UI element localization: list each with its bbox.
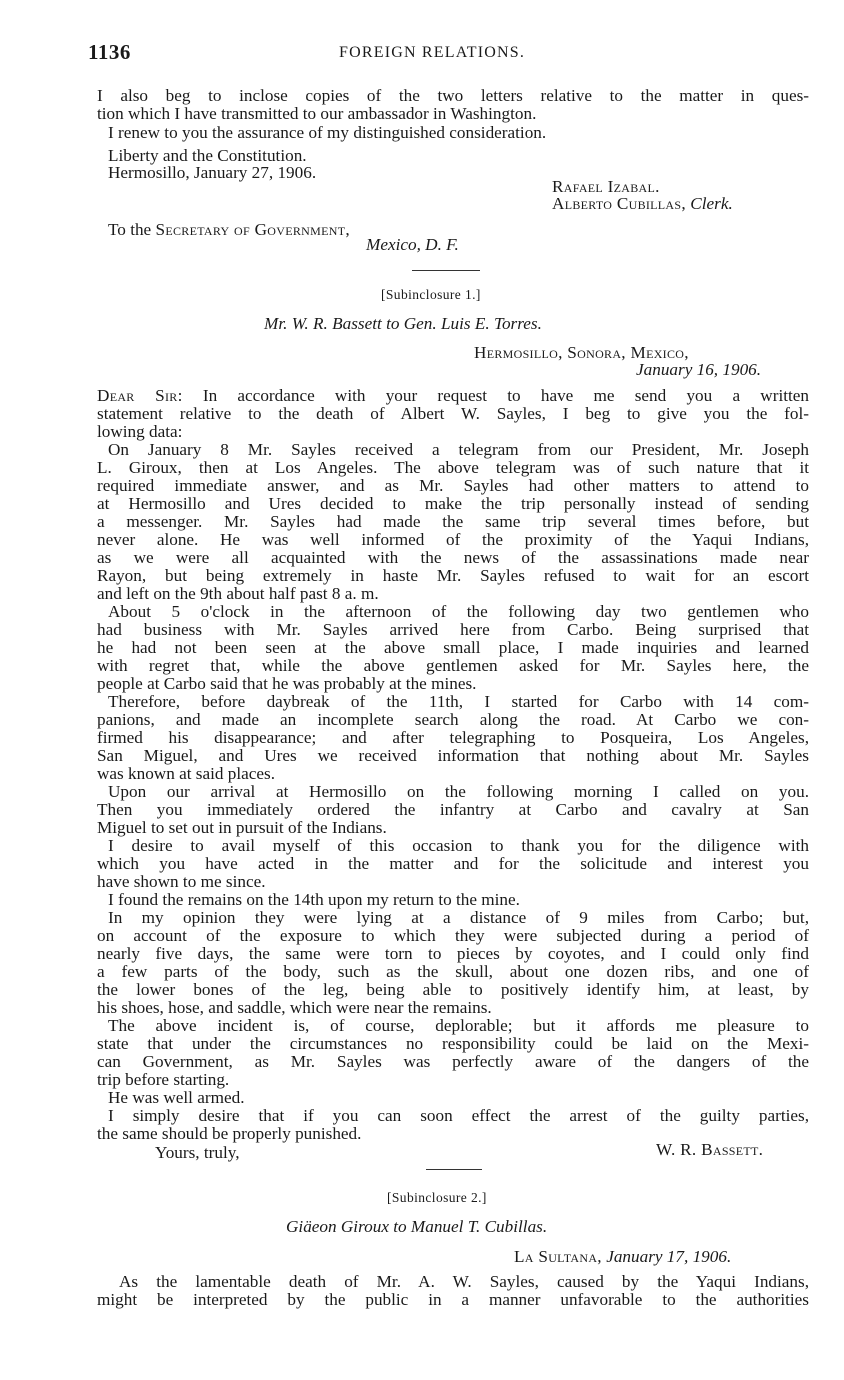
text-line: trip before starting. [97, 1070, 230, 1089]
text-line: As the lamentable death of Mr. A. W. Sayles, caused by the Yaqui Indians, [119, 1272, 809, 1291]
closing: Yours, truly, [155, 1143, 240, 1162]
text-line: the same should be properly punished. [97, 1124, 362, 1143]
letter-place-date [514, 1247, 731, 1267]
text-line: Upon our arrival at Hermosillo on the following morning I called on you. [108, 782, 809, 801]
running-title: FOREIGN RELATIONS. [339, 44, 526, 61]
text-line: panions, and made an incomplete search along the road. At Carbo we con- [97, 710, 809, 729]
text-line: Therefore, before daybreak of the 11th, I started for Carbo with 14 com- [108, 692, 809, 711]
place-date: Hermosillo, January 27, 1906. [108, 163, 317, 182]
text-line: tion which I have transmitted to our ambassador in Washington. [97, 104, 537, 123]
letter-place: Hermosillo, Sonora, Mexico, [474, 343, 689, 362]
text-line: I desire to avail myself of this occasion to thank you for the diligence with [108, 836, 809, 855]
letter-date: January 16, 1906. [636, 360, 762, 379]
text-line [97, 386, 809, 406]
signer-name: Rafael Izabal. [552, 177, 660, 196]
text-line: nearly five days, the same were torn to pieces by coyotes, and I could only find [97, 944, 809, 963]
text-line: On January 8 Mr. Sayles received a telegram from our President, Mr. Joseph [108, 440, 809, 459]
text-line: have shown to me since. [97, 872, 266, 891]
text-line-content: In accordance with your request to have me send you a written [202, 386, 809, 405]
section-divider [412, 270, 480, 271]
text-line: people at Carbo said that he was probably at the mines. [97, 674, 477, 693]
text-line: he had not been seen at the above small place, I made inquiries and learned [97, 638, 809, 657]
text-line: Liberty and the Constitution. [108, 146, 307, 165]
salutation: Dear Sir: [97, 386, 183, 405]
page-number: 1136 [88, 40, 131, 64]
signature: W. R. Bassett. [656, 1140, 764, 1159]
addressee [108, 220, 350, 240]
text-line: on account of the exposure to which they were subjected during a period of [97, 926, 809, 945]
text-line: lowing data: [97, 422, 183, 441]
text-line: About 5 o'clock in the afternoon of the following day two gentlemen who [108, 602, 809, 621]
text-line: might be interpreted by the public in a manner unfavorable to the authorities [97, 1290, 809, 1309]
signer-role: Clerk. [690, 194, 733, 213]
text-line: In my opinion they were lying at a distance of 9 miles from Carbo; but, [108, 908, 809, 927]
text-line: the lower bones of the leg, being able to positively identify him, at least, by [97, 980, 809, 999]
text-line: as we were all acquainted with the news of the assassinations made near [97, 548, 809, 567]
text-line: I renew to you the assurance of my distinguished consideration. [108, 123, 547, 142]
text-line: I simply desire that if you can soon effect the arrest of the guilty parties, [108, 1106, 809, 1125]
addressee-place: Mexico, D. F. [366, 235, 459, 254]
text-line: and left on the 9th about half past 8 a. m. [97, 584, 379, 603]
signer-name: Alberto Cubillas, [552, 194, 686, 213]
text-line: can Government, as Mr. Sayles was perfectly aware of the dangers of the [97, 1052, 809, 1071]
letter-heading: Mr. W. R. Bassett to Gen. Luis E. Torres. [264, 314, 542, 333]
text-line: had business with Mr. Sayles arrived here from Carbo. Being surprised that [97, 620, 809, 639]
text-line: never alone. He was well informed of the proximity of the Yaqui Indians, [97, 530, 809, 549]
section-divider [426, 1169, 482, 1170]
letter-heading: Giäeon Giroux to Manuel T. Cubillas. [286, 1217, 548, 1236]
text-line: with regret that, while the above gentlemen asked for Mr. Sayles here, the [97, 656, 809, 675]
text-line: Rayon, but being extremely in haste Mr. Sayles refused to wait for an escort [97, 566, 809, 585]
text-line: Then you immediately ordered the infantry at Carbo and cavalry at San [97, 800, 809, 819]
text-line: firmed his disappearance; and after telegraphing to Posqueira, Los Angeles, [97, 728, 809, 747]
text-line: Miguel to set out in pursuit of the Indians. [97, 818, 387, 837]
text-line: a few parts of the body, such as the skull, about one dozen ribs, and one of [97, 962, 809, 981]
text-line: San Miguel, and Ures we received information that nothing about Mr. Sayles [97, 746, 809, 765]
subinclosure-label: [Subinclosure 1.] [381, 287, 481, 302]
letter-date: January 17, 1906. [606, 1247, 732, 1266]
letter-place: La Sultana, [514, 1247, 602, 1266]
text-line: I found the remains on the 14th upon my return to the mine. [108, 890, 520, 909]
text-line: was known at said places. [97, 764, 276, 783]
subinclosure-label: [Subinclosure 2.] [387, 1190, 487, 1205]
addressee-title: Secretary of Government, [155, 220, 350, 239]
text-line: a messenger. Mr. Sayles had made the same trip several times before, but [97, 512, 809, 531]
text-line: his shoes, hose, and saddle, which were near the remains. [97, 998, 492, 1017]
text-line: I also beg to inclose copies of the two letters relative to the matter in ques- [97, 86, 809, 105]
text-line: required immediate answer, and as Mr. Sayles had other matters to attend to [97, 476, 809, 495]
text-line: The above incident is, of course, deplorable; but it affords me pleasure to [108, 1016, 809, 1035]
text-line: statement relative to the death of Albert W. Sayles, I beg to give you the fol- [97, 404, 809, 423]
addressee-prefix: To the [108, 220, 152, 239]
text-line: at Hermosillo and Ures decided to make the trip personally instead of sending [97, 494, 809, 513]
signer-block [552, 194, 733, 214]
text-line: state that under the circumstances no responsibility could be laid on the Mexi- [97, 1034, 809, 1053]
text-line: He was well armed. [108, 1088, 245, 1107]
text-line: which you have acted in the matter and for the solicitude and interest you [97, 854, 809, 873]
text-line: L. Giroux, then at Los Angeles. The above telegram was of such nature that it [97, 458, 809, 477]
